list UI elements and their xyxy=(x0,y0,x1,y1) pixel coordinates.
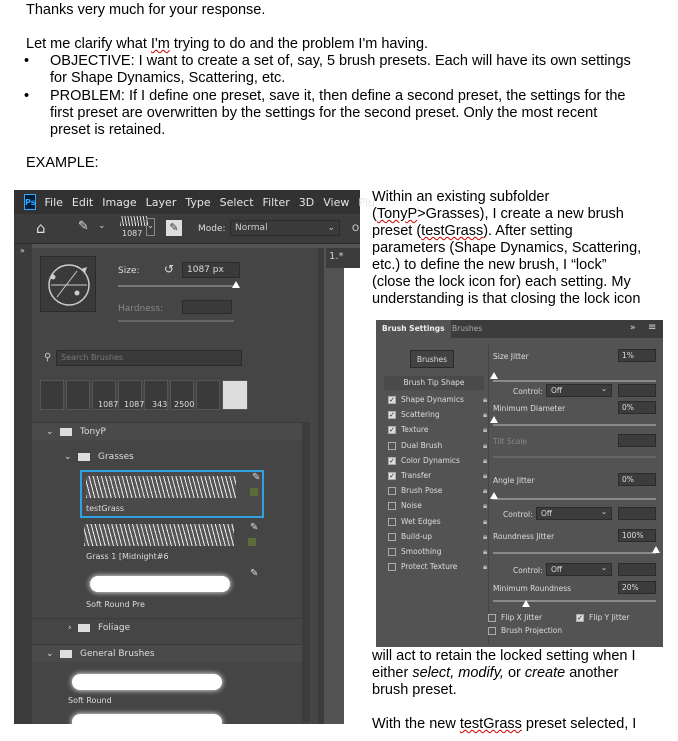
chevron-down-icon[interactable]: ⌄ xyxy=(98,221,106,231)
chevron-down-icon[interactable]: ⌄ xyxy=(46,427,54,437)
chevron-down-icon[interactable]: ⌄ xyxy=(46,649,54,659)
roundness-jitter-knob[interactable] xyxy=(652,546,660,553)
tilt-scale-label: Tilt Scale xyxy=(493,437,528,446)
recent-size-1: 1087 xyxy=(98,400,119,409)
folder-icon xyxy=(78,453,90,461)
brush-stroke-preview xyxy=(90,576,230,592)
recent-size-5: 265 xyxy=(224,400,240,409)
folder-icon xyxy=(60,428,72,436)
brush-tool-icon[interactable]: ✎ xyxy=(78,219,89,234)
brush-item-grass-1[interactable] xyxy=(80,522,264,566)
menu-image[interactable]: Image xyxy=(102,195,137,209)
size-slider[interactable] xyxy=(118,285,234,287)
brush-angle-widget[interactable] xyxy=(40,256,96,312)
setting-item-label: Transfer xyxy=(401,471,432,480)
setting-item-label: Build-up xyxy=(401,531,433,541)
folder-tonyp-label: TonyP xyxy=(80,427,106,437)
flip-y-checkbox[interactable]: ✓ Flip Y Jitter xyxy=(577,613,630,622)
tilt-scale-input[interactable] xyxy=(618,434,656,447)
side-text-9: either select, modify, or create another xyxy=(372,665,619,681)
checkbox[interactable]: ✓ xyxy=(389,472,395,480)
min-roundness-knob[interactable] xyxy=(522,600,530,607)
home-icon[interactable]: ⌂ xyxy=(36,219,46,237)
bullet-2-line-a: PROBLEM: If I define one preset, save it, then define a second preset, the settings for the xyxy=(50,88,626,104)
folder-grasses[interactable] xyxy=(32,448,302,466)
bullet-2-line-c: preset is retained. xyxy=(50,122,166,138)
roundness-jitter-slider[interactable] xyxy=(493,552,656,554)
mode-select[interactable]: Normal ⌄ xyxy=(230,220,340,236)
recent-size-3: 343 xyxy=(152,400,168,409)
size-jitter-label: Size Jitter xyxy=(493,352,529,361)
checkbox[interactable] xyxy=(388,533,396,541)
folder-icon xyxy=(78,624,90,632)
side-text-11: With the new testGrass preset selected, I xyxy=(372,716,637,732)
brush-tip-shape[interactable]: Brush Tip Shape xyxy=(384,376,484,390)
size-jitter-slider[interactable] xyxy=(493,380,656,382)
checkbox[interactable] xyxy=(388,487,396,495)
control-select[interactable]: Off ⌄ xyxy=(546,563,612,576)
brush-item-soft-round-pre[interactable] xyxy=(80,568,264,612)
checkbox[interactable]: ✓ xyxy=(389,426,395,435)
brush-edit-icon[interactable]: ✎ xyxy=(250,522,259,533)
side-text-1: Within an existing subfolder xyxy=(372,189,550,205)
angle-jitter-input[interactable]: 0% xyxy=(618,473,656,486)
bullet-2-line-b: first preset are overwritten by the settings for the second preset. Only the most recent xyxy=(50,105,598,121)
folder-general-label: General Brushes xyxy=(80,649,155,659)
folder-icon xyxy=(60,650,72,658)
lock-icon[interactable]: 🔒︎ xyxy=(483,425,488,435)
folder-foliage[interactable] xyxy=(32,618,302,636)
lock-icon[interactable]: 🔒︎ xyxy=(483,562,488,572)
menu-edit[interactable]: Edit xyxy=(71,195,94,209)
photoshop-screenshot xyxy=(14,190,376,724)
recent-size-2: 1087 xyxy=(124,400,145,409)
checkbox[interactable] xyxy=(388,548,396,556)
lock-icon[interactable]: 🔒︎ xyxy=(483,486,488,496)
brush-projection-checkbox[interactable]: Brush Projection xyxy=(488,626,562,635)
control-select[interactable]: Off ⌄ xyxy=(536,507,612,520)
doc-line-1: Thanks very much for your response. xyxy=(26,2,266,18)
hardness-label: Hardness: xyxy=(118,304,164,314)
setting-item-transfer[interactable] xyxy=(388,468,488,483)
checkbox[interactable] xyxy=(388,502,396,510)
folder-grasses-label: Grasses xyxy=(98,452,134,462)
brush-stroke-preview xyxy=(84,524,234,546)
panel-scrollbar[interactable] xyxy=(302,422,310,722)
checkbox[interactable] xyxy=(388,518,396,526)
menu-layer[interactable]: Layer xyxy=(145,195,177,209)
min-roundness-input[interactable]: 20% xyxy=(618,581,656,594)
example-heading: EXAMPLE: xyxy=(26,155,99,171)
search-icon: ⚲ xyxy=(44,352,52,363)
control-value[interactable] xyxy=(618,507,656,520)
min-diameter-label: Minimum Diameter xyxy=(493,404,566,413)
folder-general-brushes[interactable] xyxy=(32,644,302,662)
reset-size-icon[interactable]: ↺ xyxy=(164,262,175,276)
menu-plugins[interactable]: Plu xyxy=(358,195,376,209)
collapsed-dock xyxy=(14,244,32,724)
flip-x-checkbox[interactable]: Flip X Jitter xyxy=(488,613,542,622)
min-diameter-input[interactable]: 0% xyxy=(618,401,656,414)
brush-preset-thumb[interactable] xyxy=(120,216,148,226)
chevron-down-icon[interactable]: ⌄ xyxy=(64,452,72,462)
document-tab[interactable]: 1.* xyxy=(326,248,360,268)
panel-divider xyxy=(318,248,324,724)
setting-item-label: Brush Pose xyxy=(401,486,443,496)
collapse-icon[interactable]: » xyxy=(630,323,636,333)
checkbox[interactable]: ✓ xyxy=(389,411,395,420)
setting-item-scattering[interactable] xyxy=(388,407,488,422)
brush-edit-icon[interactable]: ✎ xyxy=(250,568,259,579)
menu-filter[interactable]: Filter xyxy=(262,195,290,209)
brush-stroke-preview xyxy=(72,674,222,690)
min-diameter-slider[interactable] xyxy=(493,424,656,426)
recent-brush-2[interactable] xyxy=(66,380,90,410)
recent-size-4: 2500 xyxy=(174,400,195,409)
side-text-6: (close the lock icon for) each setting. My xyxy=(372,274,631,290)
size-slider-knob[interactable] xyxy=(232,281,240,288)
bullet-icon: • xyxy=(24,88,30,104)
setting-item-dual-brush[interactable] xyxy=(388,438,488,453)
menu-3d[interactable]: 3D xyxy=(298,195,315,209)
bullet-icon: • xyxy=(24,53,30,69)
opacity-label-cut: O xyxy=(352,224,360,234)
brush-item-label: Grass 1 [Midnight#6 xyxy=(86,552,169,561)
menu-bar xyxy=(14,190,376,214)
setting-item-label: Color Dynamics xyxy=(401,455,460,465)
min-roundness-slider[interactable] xyxy=(493,600,656,602)
control-label: Control: xyxy=(503,510,533,519)
size-label: Size: xyxy=(118,266,140,276)
tilt-scale-slider[interactable] xyxy=(493,456,656,458)
size-jitter-input[interactable]: 1% xyxy=(618,349,656,362)
side-text-2: (TonyP>Grasses), I create a new brush xyxy=(372,206,624,222)
expand-panels-icon[interactable]: » xyxy=(20,246,25,255)
checkbox[interactable]: ✓ xyxy=(389,396,395,404)
roundness-jitter-input[interactable]: 100% xyxy=(618,529,656,542)
min-diameter-knob[interactable] xyxy=(490,416,498,423)
options-bar xyxy=(14,214,360,244)
side-text-7: understanding is that closing the lock icon xyxy=(372,291,641,307)
angle-jitter-slider[interactable] xyxy=(493,498,656,500)
side-text-4: parameters (Shape Dynamics, Scattering, xyxy=(372,240,642,256)
canvas-area[interactable] xyxy=(344,268,360,724)
setting-item-label: Wet Edges xyxy=(401,516,441,526)
tab-brush-settings[interactable]: Brush Settings xyxy=(376,320,451,338)
size-jitter-knob[interactable] xyxy=(490,372,498,379)
control-value[interactable] xyxy=(618,563,656,576)
recent-brush-1[interactable] xyxy=(40,380,64,410)
setting-item-label: Noise xyxy=(401,501,422,511)
setting-item-build-up[interactable] xyxy=(388,529,488,544)
lock-icon[interactable]: 🔒︎ xyxy=(483,395,488,404)
setting-item-label: Scattering xyxy=(401,410,440,420)
lock-icon[interactable]: 🔒︎ xyxy=(483,547,488,556)
brush-item-label: Soft Round xyxy=(68,696,112,705)
setting-item-color-dynamics[interactable] xyxy=(388,453,488,468)
menu-view[interactable]: View xyxy=(323,195,350,209)
checkbox[interactable] xyxy=(388,442,396,450)
angle-jitter-knob[interactable] xyxy=(490,492,498,499)
checkbox[interactable] xyxy=(388,563,396,571)
bullet-1-line-b: for Shape Dynamics, Scattering, etc. xyxy=(50,70,286,86)
menu-select[interactable]: Select xyxy=(219,195,254,209)
menu-file[interactable]: File xyxy=(44,195,63,209)
recent-brush-7[interactable] xyxy=(196,380,220,410)
photoshop-logo: Ps xyxy=(24,194,36,210)
brush-edit-icon[interactable]: ✎ xyxy=(252,472,261,483)
setting-item-label: Shape Dynamics xyxy=(401,395,464,404)
brush-stroke-preview xyxy=(86,476,236,498)
panel-menu-icon[interactable]: ≡ xyxy=(648,322,657,333)
setting-item-label: Smoothing xyxy=(401,547,442,556)
lock-icon[interactable]: 🔒︎ xyxy=(483,455,488,465)
side-text-8: will act to retain the locked setting when I xyxy=(372,648,636,664)
setting-item-noise[interactable] xyxy=(388,498,488,513)
setting-item-brush-pose[interactable] xyxy=(388,483,488,498)
control-label: Control: xyxy=(513,566,543,575)
lock-icon[interactable]: 🔒︎ xyxy=(483,501,488,511)
lock-icon[interactable]: 🔒︎ xyxy=(483,440,488,450)
brush-angle-icon xyxy=(41,257,97,313)
bullet-1-line-a: OBJECTIVE: I want to create a set of, say, 5 brush presets. Each will have its own settings xyxy=(50,53,631,69)
tab-brushes[interactable]: Brushes xyxy=(452,324,483,333)
lock-icon[interactable]: 🔒︎ xyxy=(483,471,488,480)
size-input[interactable]: 1087 px xyxy=(182,262,240,278)
min-roundness-label: Minimum Roundness xyxy=(493,584,572,593)
angle-jitter-label: Angle Jitter xyxy=(493,476,535,485)
side-text-5: etc.) to define the new brush, I “lock” xyxy=(372,257,607,273)
brushes-button[interactable]: Brushes xyxy=(410,350,454,368)
brush-settings-panel xyxy=(376,320,663,647)
control-label: Control: xyxy=(513,387,543,396)
brush-item-soft-round[interactable] xyxy=(62,664,262,708)
search-brushes-input[interactable]: Search Brushes xyxy=(56,350,242,366)
list-divider xyxy=(488,344,489,644)
setting-item-smoothing[interactable] xyxy=(388,544,488,559)
brush-item-label: testGrass xyxy=(86,504,125,513)
setting-item-label: Dual Brush xyxy=(401,440,443,450)
hardness-input[interactable] xyxy=(182,300,232,314)
brush-item-testgrass[interactable] xyxy=(80,470,264,518)
setting-item-label: Protect Texture xyxy=(401,562,458,572)
brushes-panel xyxy=(32,248,318,724)
checkbox[interactable]: ✓ xyxy=(389,456,395,465)
brush-item-label: Soft Round Pre xyxy=(86,600,145,609)
control-value[interactable] xyxy=(618,384,656,397)
brush-color-swatch xyxy=(248,538,256,546)
side-text-3: preset (testGrass). After setting xyxy=(372,223,573,239)
menu-type[interactable]: Type xyxy=(185,195,211,209)
setting-item-label: Texture xyxy=(401,425,429,435)
setting-item-protect-texture[interactable] xyxy=(388,559,488,574)
brush-color-swatch xyxy=(250,488,258,496)
doc-line-2: Let me clarify what I'm trying to do and the problem I'm having. xyxy=(26,36,429,52)
folder-foliage-label: Foliage xyxy=(98,623,131,633)
lock-icon[interactable]: 🔒︎ xyxy=(483,531,488,541)
folder-tonyp[interactable] xyxy=(32,422,302,440)
control-select[interactable]: Off ⌄ xyxy=(546,384,612,397)
setting-item-wet-edges[interactable] xyxy=(388,514,488,529)
setting-item-shape-dynamics[interactable] xyxy=(388,392,488,407)
lock-icon[interactable]: 🔒︎ xyxy=(483,516,488,526)
side-text-10: brush preset. xyxy=(372,682,457,698)
mode-label: Mode: xyxy=(198,224,226,234)
brush-settings-toggle-icon[interactable]: ✎ xyxy=(166,220,182,236)
roundness-jitter-label: Roundness Jitter xyxy=(493,532,555,541)
chevron-down-icon[interactable]: ⌄ xyxy=(146,218,155,236)
setting-item-texture[interactable] xyxy=(388,422,488,437)
hardness-slider[interactable] xyxy=(118,320,234,322)
brush-settings-tabbar xyxy=(376,320,663,338)
brush-size-readout: 1087 xyxy=(122,229,143,238)
chevron-right-icon[interactable]: › xyxy=(68,623,72,633)
lock-icon[interactable]: 🔒︎ xyxy=(483,410,488,420)
brush-stroke-preview-partial xyxy=(72,714,222,730)
